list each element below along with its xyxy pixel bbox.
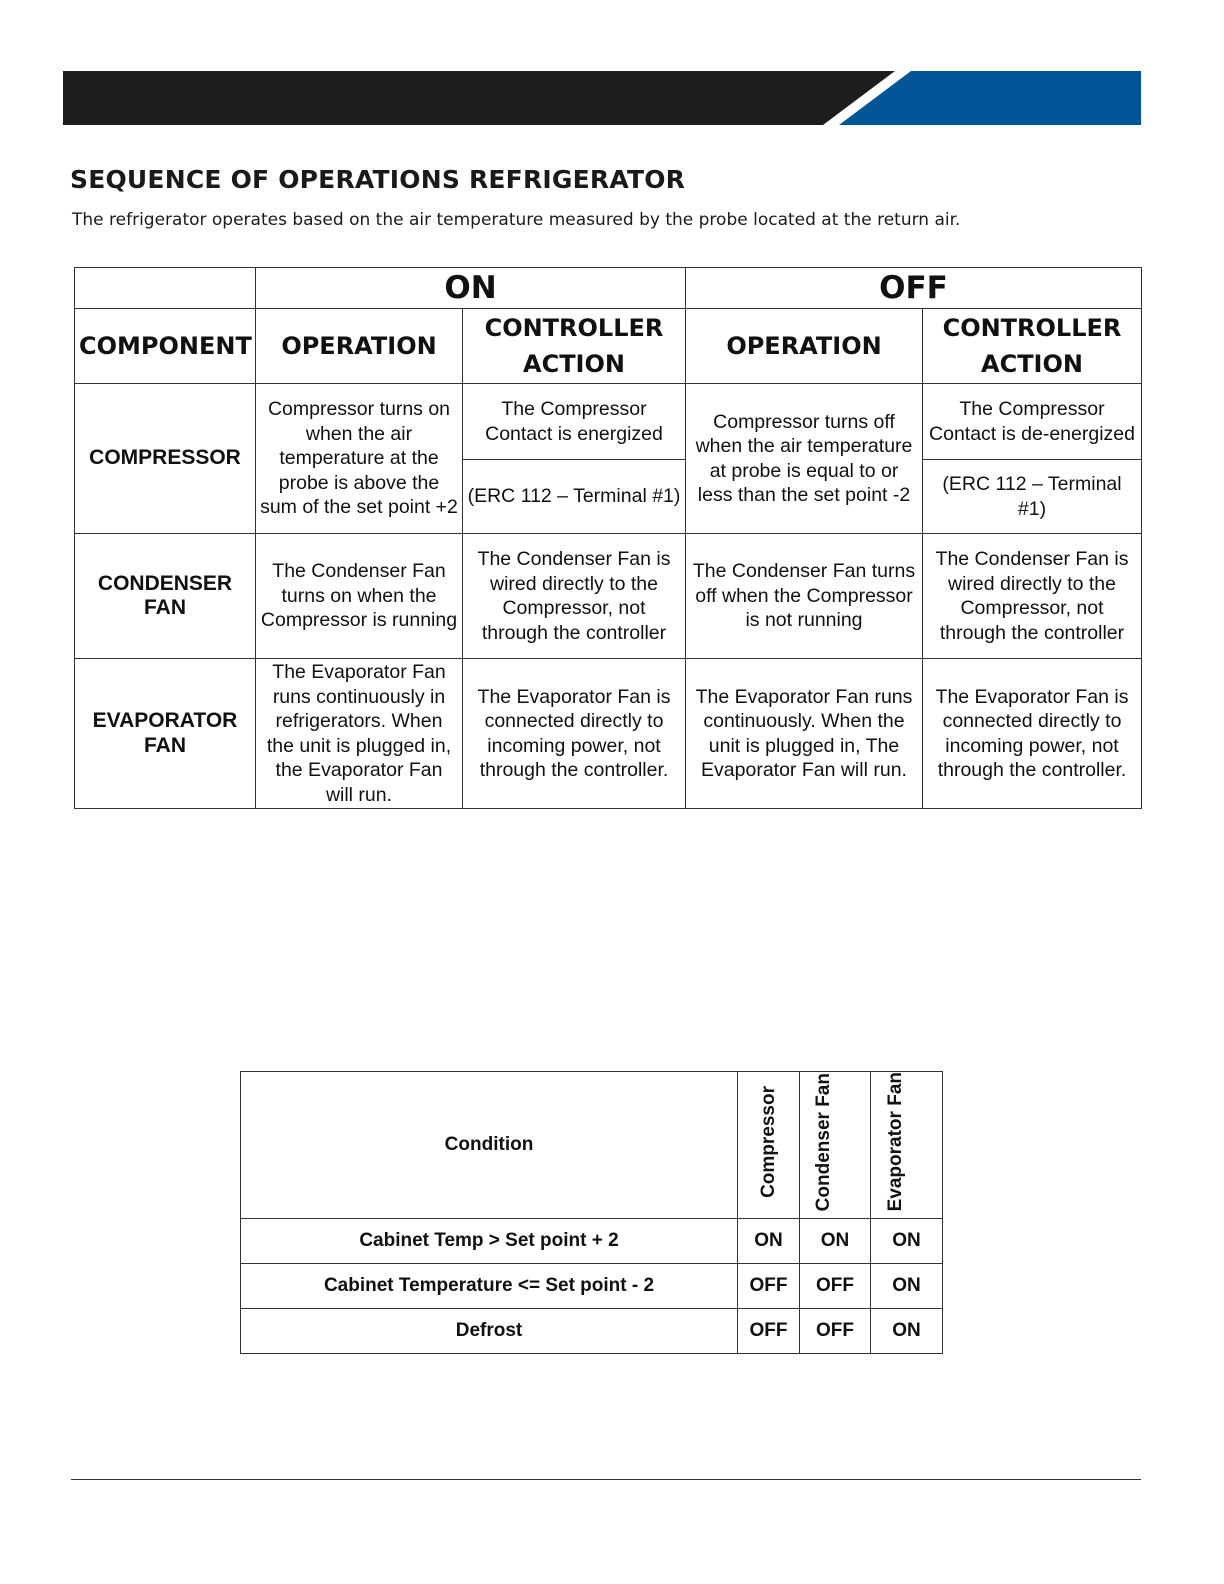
header-blue-accent: [839, 71, 1141, 125]
col-condition-header: Condition: [241, 1072, 738, 1219]
col-off-action-header: CONTROLLER ACTION: [923, 309, 1142, 384]
empty-corner-cell: [75, 268, 256, 309]
condition-cell: Cabinet Temperature <= Set point - 2: [241, 1264, 738, 1309]
col-component-header: COMPONENT: [75, 309, 256, 384]
condenser-state: OFF: [800, 1264, 871, 1309]
compressor-off-action-terminal: (ERC 112 – Terminal #1): [923, 460, 1142, 534]
condition-cell: Defrost: [241, 1309, 738, 1354]
compressor-off-operation: Compressor turns off when the air temperature at probe is equal to or less than the set point -2: [686, 384, 923, 534]
section-intro: The refrigerator operates based on the air temperature measured by the probe located at the return air.: [72, 210, 961, 230]
condenser-state: OFF: [800, 1309, 871, 1354]
sequence-of-operations-table: [74, 267, 1142, 809]
col-condenser-header: Condenser Fan: [813, 1072, 834, 1212]
col-compressor-header-cell: [738, 1072, 800, 1219]
condition-header-row: [241, 1072, 943, 1219]
condenser-state: ON: [800, 1219, 871, 1264]
evaporator-state: ON: [871, 1264, 943, 1309]
compressor-on-operation: Compressor turns on when the air temperature at the probe is above the sum of the set point +2: [256, 384, 463, 534]
evaporator-off-action: The Evaporator Fan is connected directly to incoming power, not through the controller.: [923, 659, 1142, 809]
table-row: [241, 1309, 943, 1354]
col-compressor-header: Compressor: [757, 1086, 779, 1198]
condenser-on-action: The Condenser Fan is wired directly to the Compressor, not through the controller: [463, 534, 686, 659]
header-dark-band: [63, 71, 895, 125]
compressor-on-action: The Compressor Contact is energized: [463, 384, 686, 460]
group-on-header: ON: [256, 268, 686, 309]
evaporator-row: [75, 659, 1142, 809]
compressor-off-action: The Compressor Contact is de-energized: [923, 384, 1142, 460]
group-header-row: [75, 268, 1142, 309]
col-evaporator-header-cell: [871, 1072, 943, 1219]
compressor-on-action-terminal: (ERC 112 – Terminal #1): [463, 460, 686, 534]
col-on-operation-header: OPERATION: [256, 309, 463, 384]
col-off-operation-header: OPERATION: [686, 309, 923, 384]
compressor-state: OFF: [738, 1264, 800, 1309]
col-evaporator-header: Evaporator Fan: [884, 1072, 906, 1212]
evaporator-on-operation: The Evaporator Fan runs continuously in refrigerators. When the unit is plugged in, the Evaporator Fan will run.: [256, 659, 463, 809]
header-band: [63, 71, 1141, 125]
component-condenser-fan: CONDENSER FAN: [75, 534, 256, 659]
component-compressor: COMPRESSOR: [75, 384, 256, 534]
condenser-off-action: The Condenser Fan is wired directly to the Compressor, not through the controller: [923, 534, 1142, 659]
footer-rule: [71, 1479, 1141, 1480]
compressor-row-top: [75, 384, 1142, 460]
compressor-state: OFF: [738, 1309, 800, 1354]
component-evaporator-fan: EVAPORATOR FAN: [75, 659, 256, 809]
table-row: [241, 1264, 943, 1309]
compressor-state: ON: [738, 1219, 800, 1264]
evaporator-off-operation: The Evaporator Fan runs continuously. When the unit is plugged in, The Evaporator Fan will run.: [686, 659, 923, 809]
condition-table: [240, 1071, 943, 1354]
evaporator-state: ON: [871, 1309, 943, 1354]
group-off-header: OFF: [686, 268, 1142, 309]
condenser-off-operation: The Condenser Fan turns off when the Compressor is not running: [686, 534, 923, 659]
column-header-row: [75, 309, 1142, 384]
evaporator-on-action: The Evaporator Fan is connected directly to incoming power, not through the controller.: [463, 659, 686, 809]
condenser-row: [75, 534, 1142, 659]
evaporator-state: ON: [871, 1219, 943, 1264]
condenser-on-operation: The Condenser Fan turns on when the Compressor is running: [256, 534, 463, 659]
col-on-action-header: CONTROLLER ACTION: [463, 309, 686, 384]
header-band-graphic: [63, 71, 1141, 125]
col-condenser-header-cell: [800, 1072, 871, 1219]
section-title: SEQUENCE OF OPERATIONS REFRIGERATOR: [70, 165, 686, 194]
table-row: [241, 1219, 943, 1264]
condition-cell: Cabinet Temp > Set point + 2: [241, 1219, 738, 1264]
